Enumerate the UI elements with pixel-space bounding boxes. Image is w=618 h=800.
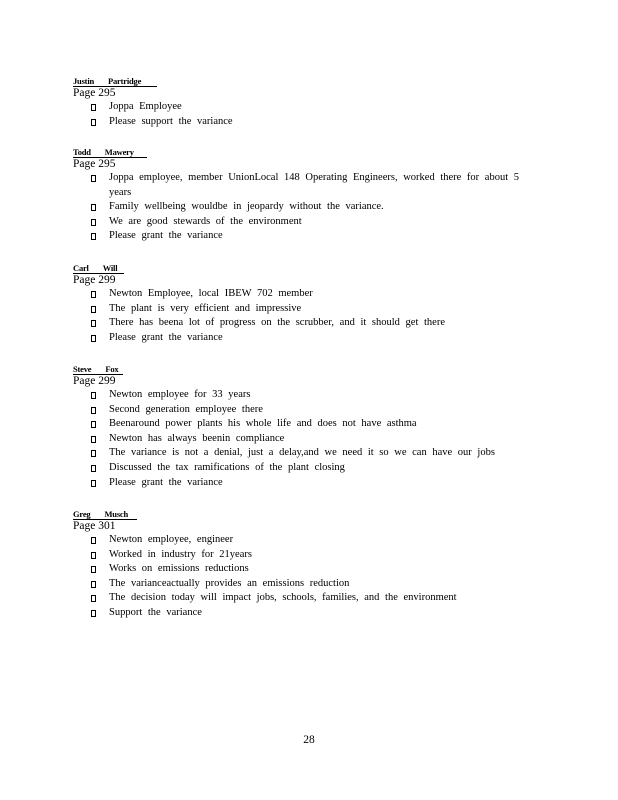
comment-list	[73, 388, 543, 490]
bullet-icon	[91, 450, 96, 457]
list-item: Newton employee for 33 years	[73, 388, 539, 403]
bullet-icon	[91, 566, 96, 573]
bullet-icon	[91, 610, 96, 617]
list-item: Newton Employee, local IBEW 702 member	[73, 287, 539, 302]
list-item: Joppa Employee	[73, 100, 539, 115]
bullet-icon	[91, 392, 96, 399]
list-item: Please grant the variance	[73, 476, 539, 491]
list-item: Beenaround power plants his whole life and does not have asthma	[73, 417, 539, 432]
page-number: 28	[303, 734, 315, 746]
bullet-icon	[91, 407, 96, 414]
page-reference: Page 295	[73, 87, 116, 99]
list-item: The varianceactually provides an emissions reduction	[73, 577, 539, 592]
list-item: Please support the variance	[73, 115, 539, 130]
bullet-icon	[91, 436, 96, 443]
list-item: Worked in industry for 21years	[73, 548, 539, 563]
list-item: Newton employee, engineer	[73, 533, 539, 548]
speaker-section	[73, 508, 543, 621]
comment-list	[73, 100, 543, 129]
page-reference: Page 299	[73, 375, 116, 387]
speaker-name: Justin Partridge	[73, 75, 543, 87]
list-item: Second generation employee there	[73, 403, 539, 418]
bullet-icon	[91, 219, 96, 226]
bullet-icon	[91, 581, 96, 588]
list-item: Discussed the tax ramifications of the plant closing	[73, 461, 539, 476]
speaker-name: Greg Musch	[73, 508, 543, 520]
list-item: Support the variance	[73, 606, 539, 621]
bullet-icon	[91, 104, 96, 111]
comment-list	[73, 533, 543, 621]
bullet-icon	[91, 335, 96, 342]
bullet-icon	[91, 552, 96, 559]
speaker-name: Todd Mawery	[73, 146, 543, 158]
bullet-icon	[91, 204, 96, 211]
list-item: There has beena lot of progress on the scrubber, and it should get there	[73, 316, 539, 331]
page-reference: Page 299	[73, 274, 116, 286]
list-item: Newton has always beenin compliance	[73, 432, 539, 447]
list-item: The variance is not a denial, just a delay,and we need it so we can have our jobs	[73, 446, 539, 461]
page-reference: Page 301	[73, 520, 116, 532]
bullet-icon	[91, 537, 96, 544]
bullet-icon	[91, 119, 96, 126]
comment-list	[73, 171, 543, 244]
speaker-section	[73, 146, 543, 244]
bullet-icon	[91, 480, 96, 487]
comment-list	[73, 287, 543, 345]
list-item: The decision today will impact jobs, schools, families, and the environment	[73, 591, 539, 606]
speaker-name: Carl Will	[73, 262, 543, 274]
bullet-icon	[91, 291, 96, 298]
list-item: Family wellbeing wouldbe in jeopardy without the variance.	[73, 200, 539, 215]
bullet-icon	[91, 465, 96, 472]
bullet-icon	[91, 320, 96, 327]
bullet-icon	[91, 595, 96, 602]
list-item: The plant is very efficient and impressive	[73, 302, 539, 317]
list-item: Please grant the variance	[73, 229, 539, 244]
bullet-icon	[91, 421, 96, 428]
speaker-section	[73, 262, 543, 345]
speaker-section	[73, 75, 543, 129]
page-reference: Page 295	[73, 158, 116, 170]
bullet-icon	[91, 306, 96, 313]
speaker-name: Steve Fox	[73, 363, 543, 375]
list-item: Works on emissions reductions	[73, 562, 539, 577]
bullet-icon	[91, 233, 96, 240]
list-item: Joppa employee, member UnionLocal 148 Operating Engineers, worked there for about 5 years	[73, 171, 539, 200]
speaker-section	[73, 363, 543, 490]
bullet-icon	[91, 175, 96, 182]
list-item: We are good stewards of the environment	[73, 215, 539, 230]
list-item: Please grant the variance	[73, 331, 539, 346]
